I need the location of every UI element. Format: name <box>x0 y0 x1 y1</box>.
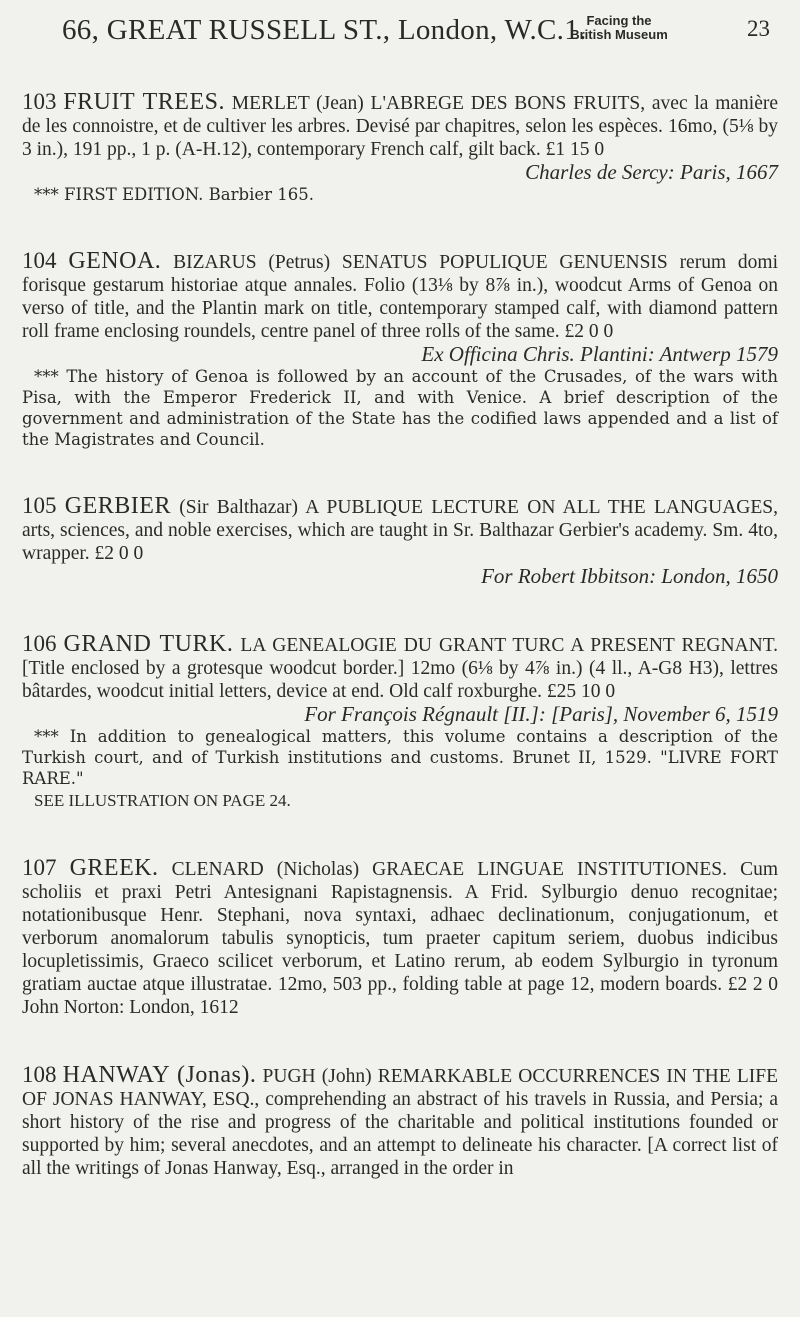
page-header <box>62 14 770 50</box>
entry-number: 104 <box>22 248 57 273</box>
entry-body: PUGH (John) REMARKABLE OCCURRENCES IN THE LIFE OF JONAS HANWAY, ESQ., comprehending an abstract of his travels in Russia, and Persia; a short history of the rise and progress of the charitable and political institutions founded or supported by him; several anecdotes, and an attempt to delineate his character. [A correct list of all the writings of Jonas Hanway, Esq., arranged in the order in <box>22 1066 779 1179</box>
page-number: 23 <box>747 16 770 41</box>
entry-imprint: Ex Officina Chris. Plantini: Antwerp 1579 <box>421 342 778 366</box>
entry-body: MERLET (Jean) L'ABREGE DES BONS FRUITS, avec la manière de les connoistre, et de cultiver les arbres. Devisé par chapitres, selon les espèces. 16mo, (5⅛ by 3 in.), 191 pp., 1 p. (A-H.12), contemporary French calf, gilt back. £1 15 0 <box>22 93 779 160</box>
entry-imprint: For Robert Ibbitson: London, 1650 <box>481 564 778 588</box>
entry-note: *** In addition to genealogical matters, this volume contains a description of the Turkish court, and of Turkish institutions and customs. Brunet II, 1529. "LIVRE FORT RARE." <box>22 727 778 788</box>
catalogue-entry <box>22 1063 778 1180</box>
catalogue-entries <box>22 90 778 1224</box>
entry-imprint: For François Régnault [II.]: [Paris], November 6, 1519 <box>304 702 778 726</box>
entry-heading: GREEK. <box>69 855 159 881</box>
entry-note: *** The history of Genoa is followed by an account of the Crusades, of the wars with Pisa, with the Emperor Frederick II, and with Venice. A brief description of the government and administration of the State has the codified laws appended and a list of the Magistrates and Council. <box>22 367 778 449</box>
entry-heading: FRUIT TREES. <box>63 89 225 115</box>
catalogue-entry <box>22 856 778 1019</box>
entry-imprint: Charles de Sercy: Paris, 1667 <box>525 160 778 184</box>
catalogue-entry <box>22 90 778 205</box>
entry-body: BIZARUS (Petrus) SENATUS POPULIQUE GENUENSIS rerum domi forisque gestarum historiae atque annales. Folio (13⅛ by 8⅞ in.), woodcut Arms of Genoa on verso of title, and the Plantin mark on title, contemporary stamped calf, with diamond pattern roll frame enclosing roundels, centre panel of three rolls of the same. £2 0 0 <box>22 252 779 342</box>
illustration-reference: SEE ILLUSTRATION ON PAGE 24. <box>34 791 291 810</box>
entry-note: *** FIRST EDITION. Barbier 165. <box>34 185 314 204</box>
location-note <box>559 14 679 42</box>
catalogue-entry <box>22 249 778 450</box>
entry-heading: GRAND TURK. <box>63 631 234 657</box>
location-note-line2: British Museum <box>570 27 668 42</box>
entry-heading: GERBIER <box>64 493 171 519</box>
entry-body: LA GENEALOGIE DU GRANT TURC A PRESENT REGNANT. [Title enclosed by a grotesque woodcut border.] 12mo (6⅛ by 4⅞ in.) (4 ll., A-G8 H3), lettres bâtardes, woodcut initial letters, device at end. Old calf roxburghe. £25 10 0 <box>22 635 779 702</box>
entry-number: 103 <box>22 89 57 114</box>
entry-number: 108 <box>22 1062 57 1087</box>
entry-number: 107 <box>22 855 57 880</box>
entry-number: 106 <box>22 631 57 656</box>
location-note-line1: Facing the <box>586 13 652 28</box>
entry-heading: GENOA. <box>68 248 162 274</box>
catalogue-entry <box>22 632 778 812</box>
bookseller-address: 66, GREAT RUSSELL ST., London, W.C.1. <box>62 14 587 46</box>
entry-body: (Sir Balthazar) A PUBLIQUE LECTURE ON ALL THE LANGUAGES, arts, sciences, and noble exercises, which are taught in Sr. Balthazar Gerbier's academy. Sm. 4to, wrapper. £2 0 0 <box>22 497 778 564</box>
entry-body: CLENARD (Nicholas) GRAECAE LINGUAE INSTITUTIONES. Cum scholiis et praxi Petri Antesignani Rapistagnensis. A Frid. Sylburgio denuo recognitae; notationibusque Henr. Stephani, nova syntaxi, adhaec declinationum, conjugationum, et verborum anomalorum tabulis synopticis, tum praeter capitum seriem, duobus indicibus locupletissimis, Graeco scilicet verborum, et Latino rerum, ab eodem Sylburgio in tyronum gratiam auctae atque illustratae. 12mo, 503 pp., folding table at page 12, modern boards. £2 2 0 John Norton: London, 1612 <box>22 859 778 1018</box>
catalogue-entry <box>22 494 778 588</box>
entry-number: 105 <box>22 493 57 518</box>
entry-heading: HANWAY (Jonas). <box>62 1062 257 1088</box>
